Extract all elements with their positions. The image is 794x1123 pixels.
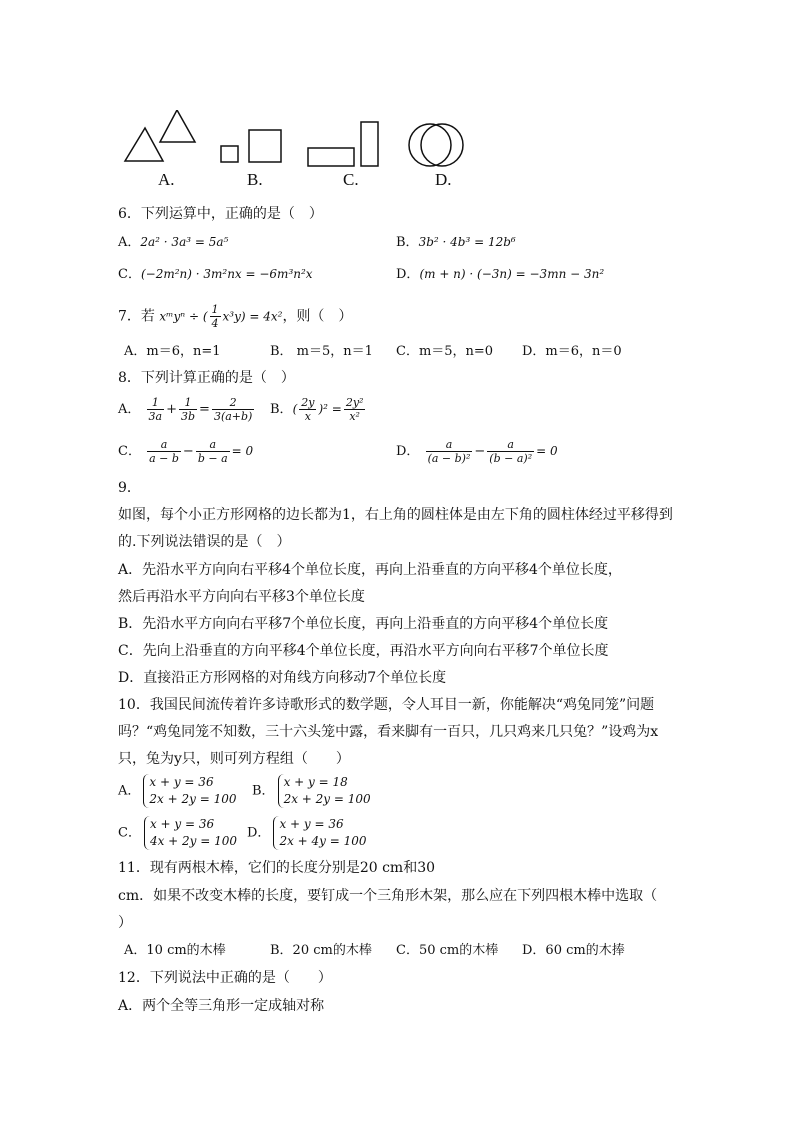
q8-b-frac2 — [344, 396, 366, 423]
q8-c-frac2 — [196, 438, 230, 465]
q7-post: ，则（ ） — [282, 308, 353, 325]
q6-stem: 6．下列运算中，正确的是（ ） — [118, 206, 323, 222]
rectangle-horizontal-icon — [308, 148, 354, 166]
q8-d-frac1 — [426, 438, 473, 465]
q10-option-c — [118, 816, 237, 850]
q9-option-b: B．先沿水平方向向右平移7个单位长度，再向上沿垂直的方向平移4个单位长度 — [118, 616, 609, 632]
q10-a-label: A． — [118, 783, 141, 799]
q10-b-system — [278, 774, 371, 808]
q11-option-c: C．50 cm的木棒 — [396, 943, 499, 958]
q10-a-system — [143, 774, 236, 808]
q10-d-eq2: 2x + 4y = 100 — [279, 834, 367, 848]
q8-a-plus: + — [166, 402, 177, 417]
q6-c-expr: (−2m²n) · 3m²nx = −6m³n²x — [140, 267, 313, 281]
q8-a-frac3-den: 3(a+b) — [213, 410, 253, 423]
q8-b-frac2-den: x² — [349, 410, 360, 423]
q8-c-eq: = 0 — [231, 444, 254, 458]
q8-a-frac1-num: 1 — [147, 396, 165, 410]
q7-option-c: C．m＝5，n=0 — [396, 344, 494, 359]
q10-c-label: C． — [118, 825, 141, 841]
q8-c-label: C． — [118, 444, 141, 459]
figure-label-d: D. — [435, 170, 452, 189]
q11-stem-line1: 11．现有两根木棒，它们的长度分别是20 cm和30 — [118, 860, 436, 876]
q6-option-c — [118, 265, 313, 284]
rectangle-vertical-icon — [361, 122, 378, 166]
q10-c-system — [144, 816, 237, 850]
q10-b-eq1: x + y = 18 — [283, 775, 348, 789]
q6-option-a — [118, 233, 228, 252]
circle-right-icon — [421, 124, 463, 166]
q7-fraction — [210, 303, 221, 330]
triangle-large-icon — [160, 110, 195, 142]
q7-expr2: x³y) = 4x² — [222, 309, 283, 324]
q10-d-label: D． — [247, 825, 271, 841]
q8-b-frac2-num: 2y² — [345, 396, 364, 409]
q11-stem-line2: cm．如果不改变木棒的长度，要钉成一个三角形木架，那么应在下列四根木棒中选取（ — [118, 888, 658, 904]
q7-expr1: xᵐyⁿ ÷ ( — [159, 309, 208, 324]
square-small-icon — [221, 146, 238, 162]
q11-option-a: A．10 cm的木棒 — [124, 943, 226, 958]
q6-c-label: C． — [118, 267, 141, 282]
q8-c-frac2-den: b − a — [197, 452, 228, 465]
q8-a-frac2 — [179, 396, 197, 423]
q10-c-eq1: x + y = 36 — [149, 817, 215, 831]
q10-d-eq1: x + y = 36 — [279, 817, 344, 831]
q8-option-a — [118, 396, 256, 423]
q8-d-minus: − — [474, 444, 486, 459]
figure-label-b: B. — [247, 170, 263, 189]
q6-b-expr: 3b² · 4b³ = 12b⁶ — [418, 235, 516, 249]
q8-d-label: D． — [396, 444, 420, 459]
q6-a-expr: 2a² · 3a³ = 5a⁵ — [140, 235, 229, 249]
q9-option-a-line1: A．先沿水平方向向右平移4个单位长度，再向上沿垂直的方向平移4个单位长度， — [118, 562, 622, 578]
q6-option-d — [396, 265, 604, 284]
q11-option-b: B．20 cm的木棒 — [270, 943, 372, 958]
q8-b-frac1 — [299, 396, 316, 423]
q10-b-label: B． — [252, 783, 275, 799]
figure-label-c: C. — [343, 170, 359, 189]
q8-d-frac2-num: a — [487, 438, 534, 452]
q8-c-frac1-den: a − b — [149, 452, 179, 465]
q10-a-eq2: 2x + 2y = 100 — [149, 792, 237, 806]
q10-stem-line2: 吗？“鸡兔同笼不知数，三十六头笼中露，看来脚有一百只，几只鸡来几只兔？”设鸡为x — [118, 724, 659, 740]
q10-stem-line3: 只，兔为y只，则可列方程组（ ） — [118, 751, 350, 767]
q8-c-minus: − — [182, 444, 194, 459]
q8-b-open: ( — [292, 402, 298, 416]
q7-frac-den: 4 — [211, 317, 219, 330]
q8-option-d — [396, 438, 558, 465]
q6-option-b — [396, 233, 516, 252]
q8-a-frac2-den: 3b — [181, 410, 196, 423]
shapes-figure — [115, 110, 485, 170]
q7-stem — [118, 303, 352, 330]
q8-a-frac3-num: 2 — [212, 396, 254, 410]
q8-d-frac2-den: (b − a)² — [489, 452, 533, 465]
q8-b-close: )² = — [318, 402, 342, 416]
q11-option-d: D．60 cm的木捧 — [522, 943, 625, 958]
q8-b-frac1-num: 2y — [301, 396, 315, 409]
q10-option-b — [252, 774, 371, 808]
q7-pre: 7．若 — [118, 308, 160, 325]
q8-b-label: B． — [270, 402, 293, 417]
q9-option-a-line2: 然后再沿水平方向向右平移3个单位长度 — [118, 589, 365, 605]
q9-option-d: D．直接沿正方形网格的对角线方向移动7个单位长度 — [118, 670, 447, 686]
q8-d-frac1-num: a — [426, 438, 473, 452]
q8-d-eq: = 0 — [536, 444, 558, 458]
q8-stem: 8．下列计算正确的是（ ） — [118, 370, 295, 386]
q9-stem-line1: 如图，每个小正方形网格的边长都为1，右上角的圆柱体是由左下角的圆柱体经过平移得到 — [118, 507, 673, 523]
triangle-small-icon — [125, 128, 163, 161]
q10-b-eq2: 2x + 2y = 100 — [283, 792, 371, 806]
q10-option-a — [118, 774, 236, 808]
q10-option-d — [247, 816, 367, 850]
q6-d-expr: (m + n) · (−3n) = −3mn − 3n² — [419, 267, 605, 281]
q9-stem-line2: 的.下列说法错误的是（ ） — [118, 534, 291, 550]
q11-stem-line3: ） — [118, 915, 132, 931]
q6-b-label: B． — [396, 235, 419, 250]
q6-d-label: D． — [396, 267, 420, 282]
q8-option-b — [270, 396, 367, 423]
q8-c-frac2-num: a — [196, 438, 230, 452]
q9-option-c: C．先向上沿垂直的方向平移4个单位长度，再沿水平方向向右平移7个单位长度 — [118, 643, 609, 659]
q8-c-frac1 — [147, 438, 181, 465]
q8-a-eq: = — [199, 402, 210, 417]
q8-option-c — [118, 438, 253, 465]
q7-option-b: B． m＝5，n＝1 — [270, 344, 373, 359]
q8-b-frac1-den: x — [304, 410, 311, 423]
q6-a-label: A． — [118, 235, 141, 250]
figure-label-a: A. — [158, 170, 175, 189]
q7-option-a: A．m＝6，n=1 — [124, 344, 221, 359]
q8-d-frac1-den: (a − b)² — [427, 452, 471, 465]
q8-a-frac3 — [212, 396, 254, 423]
q10-stem-line1: 10．我国民间流传着许多诗歌形式的数学题，令人耳目一新，你能解决“鸡兔同笼”问题 — [118, 697, 655, 713]
circle-left-icon — [409, 124, 451, 166]
q8-d-frac2 — [487, 438, 534, 465]
q8-a-frac1-den: 3a — [148, 410, 163, 423]
q8-c-frac1-num: a — [147, 438, 181, 452]
q8-a-label: A． — [118, 402, 141, 417]
q8-a-frac1 — [147, 396, 165, 423]
q10-d-system — [273, 816, 366, 850]
q7-option-d: D．m＝6，n＝0 — [522, 344, 622, 359]
q7-frac-num: 1 — [211, 303, 219, 316]
q12-stem: 12．下列说法中正确的是（ ） — [118, 970, 332, 986]
square-large-icon — [249, 130, 281, 162]
q8-a-frac2-num: 1 — [179, 396, 197, 410]
q10-a-eq1: x + y = 36 — [149, 775, 214, 789]
q12-option-a: A．两个全等三角形一定成轴对称 — [118, 998, 325, 1014]
q10-c-eq2: 4x + 2y = 100 — [149, 834, 238, 848]
q9-number: 9． — [118, 480, 141, 496]
